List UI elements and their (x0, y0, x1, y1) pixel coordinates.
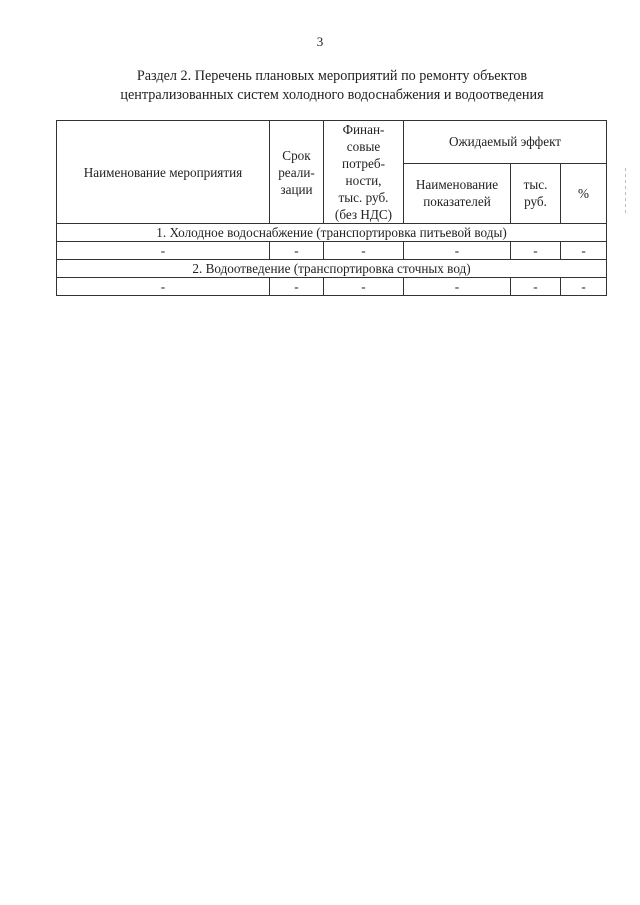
table-cell: - (511, 242, 561, 260)
header-term: Срок реали- зации (270, 121, 324, 224)
header-effect: Ожидаемый эффект (404, 121, 607, 164)
header-name: Наименование мероприятия (57, 121, 270, 224)
table-cell: - (324, 242, 404, 260)
table-cell: - (511, 278, 561, 296)
header-indicators: Наименование показателей (404, 163, 511, 223)
table-cell: - (57, 242, 270, 260)
table-row (57, 242, 607, 260)
title-line-1: Раздел 2. Перечень плановых мероприятий по ремонту объектов (136, 68, 528, 84)
table-row (57, 278, 607, 296)
page-number: 3 (316, 34, 324, 49)
section-title: 2. Водоотведение (транспортировка сточных вод) (57, 260, 607, 278)
table-cell: - (404, 278, 511, 296)
document-title (60, 67, 604, 105)
table-cell: - (561, 278, 607, 296)
header-percent: % (561, 163, 607, 223)
title-line-2: централизованных систем холодного водоснабжения и водоотведения (120, 87, 544, 103)
table-cell: - (57, 278, 270, 296)
section-title: 1. Холодное водоснабжение (транспортировка питьевой воды) (57, 224, 607, 242)
table-cell: - (270, 242, 324, 260)
header-finance: Финан- совые потреб- ности, тыс. руб. (без НДС) (324, 121, 404, 224)
table-cell: - (404, 242, 511, 260)
scan-artifact (625, 168, 626, 216)
measures-table (56, 120, 607, 296)
table-cell: - (561, 242, 607, 260)
table-cell: - (324, 278, 404, 296)
header-thousand-rub: тыс. руб. (511, 163, 561, 223)
table-cell: - (270, 278, 324, 296)
